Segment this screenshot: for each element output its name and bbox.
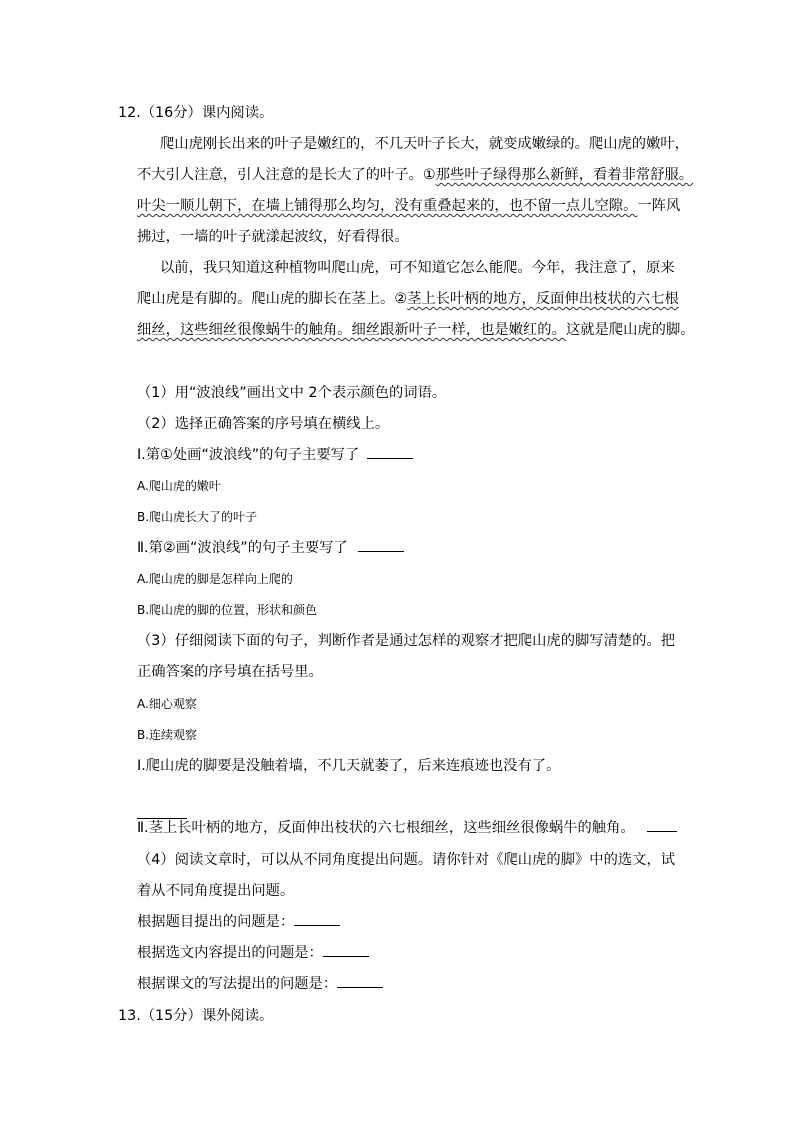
option-b: B.爬山虎的脚的位置，形状和颜色 <box>137 603 318 617</box>
question-text: Ⅱ.第②画“波浪线”的句子主要写了 <box>137 540 348 556</box>
answer-blank[interactable] <box>323 944 369 957</box>
passage-text: 一阵风 <box>637 198 681 214</box>
sub-question-3-cont: 正确答案的序号填在括号里。 <box>137 664 323 680</box>
sub-question-3-ii <box>137 818 677 838</box>
passage-text: 不大引人注意，引人注意的是长大了的叶子。① <box>137 167 436 183</box>
underlined-sentence-1-cont: 叶尖一顺儿朝下，在墙上铺得那么均匀，没有重叠起来的，也不留一点儿空隙。 <box>137 198 638 214</box>
answer-blank[interactable] <box>358 539 404 552</box>
option-b: B.爬山虎长大了的叶子 <box>137 510 258 524</box>
sub-question-4-q1 <box>137 912 340 932</box>
question-text: 根据题目提出的问题是： <box>137 914 295 930</box>
passage-line <box>137 289 679 309</box>
question-text: 根据选文内容提出的问题是： <box>137 945 323 961</box>
sub-question-2: （2）选择正确答案的序号填在横线上。 <box>137 416 390 432</box>
passage-line: 以前，我只知道这种植物叫爬山虎，可不知道它怎么能爬。今年，我注意了，原来 <box>160 260 675 276</box>
question-text: Ⅱ.茎上长叶柄的地方，反面伸出枝状的六七根细丝，这些细丝很像蜗牛的触角。 <box>137 820 635 836</box>
passage-text: 这就是爬山虎的脚。 <box>565 322 695 338</box>
option-b: B.连续观察 <box>137 728 198 742</box>
passage-line <box>137 196 680 216</box>
sub-question-2-ii <box>137 538 404 558</box>
answer-blank[interactable] <box>367 446 413 459</box>
question-text: Ⅰ.第①处画“波浪线”的句子主要写了 <box>137 447 360 463</box>
sub-question-4-q3 <box>137 974 383 994</box>
passage-text: 爬山虎是有脚的。爬山虎的脚长在茎上。② <box>137 291 408 307</box>
option-a: A.爬山虎的脚是怎样向上爬的 <box>137 572 293 586</box>
answer-blank[interactable] <box>337 975 383 988</box>
passage-line: 拂过，一墙的叶子就漾起波纹，好看得很。 <box>137 229 409 245</box>
passage-line <box>137 165 693 185</box>
sub-question-4: （4）阅读文章时，可以从不同角度提出问题。请你针对《爬山虎的脚》中的选文，试 <box>137 852 676 868</box>
question-12-header: 12.（16分）课内阅读。 <box>118 105 274 121</box>
sub-question-1: （1）用“波浪线”画出文中 2个表示颜色的词语。 <box>137 385 447 401</box>
option-a: A.细心观察 <box>137 697 197 711</box>
passage-line <box>137 320 695 340</box>
sub-question-2-i <box>137 445 413 465</box>
passage-line: 爬山虎刚长出来的叶子是嫩红的，不几天叶子长大，就变成嫩绿的。爬山虎的嫩叶， <box>160 136 689 152</box>
answer-blank[interactable] <box>294 913 340 926</box>
option-a: A.爬山虎的嫩叶 <box>137 479 221 493</box>
answer-blank[interactable] <box>647 819 677 832</box>
sub-question-3: （3）仔细阅读下面的句子，判断作者是通过怎样的观察才把爬山虎的脚写清楚的。把 <box>137 633 676 649</box>
sub-question-3-i: Ⅰ.爬山虎的脚要是没触着墙，不几天就萎了，后来连痕迹也没有了。 <box>137 758 561 774</box>
underlined-sentence-1: 那些叶子绿得那么新鲜，看着非常舒服。 <box>435 167 694 183</box>
question-text: 根据课文的写法提出的问题是： <box>137 976 338 992</box>
underlined-sentence-2: 茎上长叶柄的地方，反面伸出枝状的六七根 <box>407 291 679 307</box>
underlined-sentence-2-cont: 细丝，这些细丝很像蜗牛的触角。细丝跟新叶子一样，也是嫩红的。 <box>137 322 566 338</box>
sub-question-4-cont: 着从不同角度提出问题。 <box>137 883 295 899</box>
question-13-header: 13.（15分）课外阅读。 <box>118 1008 274 1024</box>
sub-question-4-q2 <box>137 943 369 963</box>
